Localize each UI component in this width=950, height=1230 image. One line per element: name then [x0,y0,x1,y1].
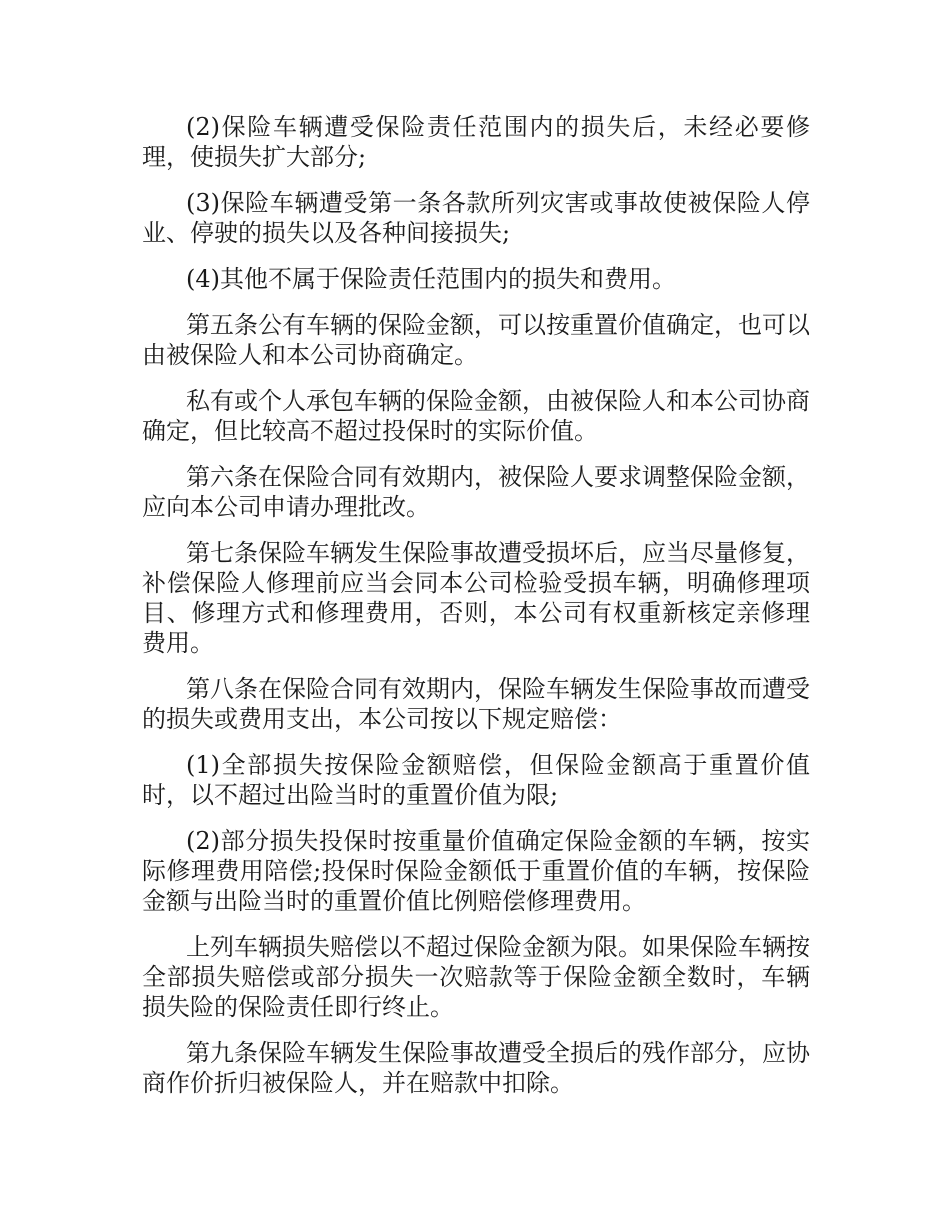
paragraph: 第六条在保险合同有效期内，被保险人要求调整保险金额，应向本公司申请办理批改。 [142,463,810,521]
paragraph: (2)部分损失投保时按重量价值确定保险金额的车辆，按实际修理费用陪偿;投保时保险金额低于重置价值的车辆，按保险金额与出险当时的重置价值比例赔偿修理费用。 [142,827,810,915]
paragraph: (1)全部损失按保险金额赔偿，但保险金额高于重置价值时，以不超过出险当时的重置价值为限; [142,751,810,809]
document-body [142,112,810,1114]
paragraph: (2)保险车辆遭受保险责任范围内的损失后，未经必要修理，使损失扩大部分; [142,113,810,171]
paragraph: 第八条在保险合同有效期内，保险车辆发生保险事故而遭受的损失或费用支出，本公司按以下规定赔偿： [142,675,810,733]
paragraph: 上列车辆损失赔偿以不超过保险金额为限。如果保险车辆按全部损失赔偿或部分损失一次赔款等于保险金额全数时，车辆损失险的保险责任即行终止。 [142,933,810,1021]
paragraph: 私有或个人承包车辆的保险金额，由被保险人和本公司协商确定，但比较高不超过投保时的实际价值。 [142,387,810,445]
paragraph: 第七条保险车辆发生保险事故遭受损坏后，应当尽量修复，补偿保险人修理前应当会同本公司检验受损车辆，明确修理项目、修理方式和修理费用，否则，本公司有权重新核定亲修理费用。 [142,539,810,657]
paragraph: 第九条保险车辆发生保险事故遭受全损后的残作部分，应协商作价折归被保险人，并在赔款中扣除。 [142,1039,810,1097]
paragraph: (4)其他不属于保险责任范围内的损失和费用。 [186,265,676,293]
paragraph: (3)保险车辆遭受第一条各款所列灾害或事故使被保险人停业、停驶的损失以及各种间接损失; [142,189,810,247]
paragraph: 第五条公有车辆的保险金额，可以按重置价值确定，也可以由被保险人和本公司协商确定。 [142,311,810,369]
